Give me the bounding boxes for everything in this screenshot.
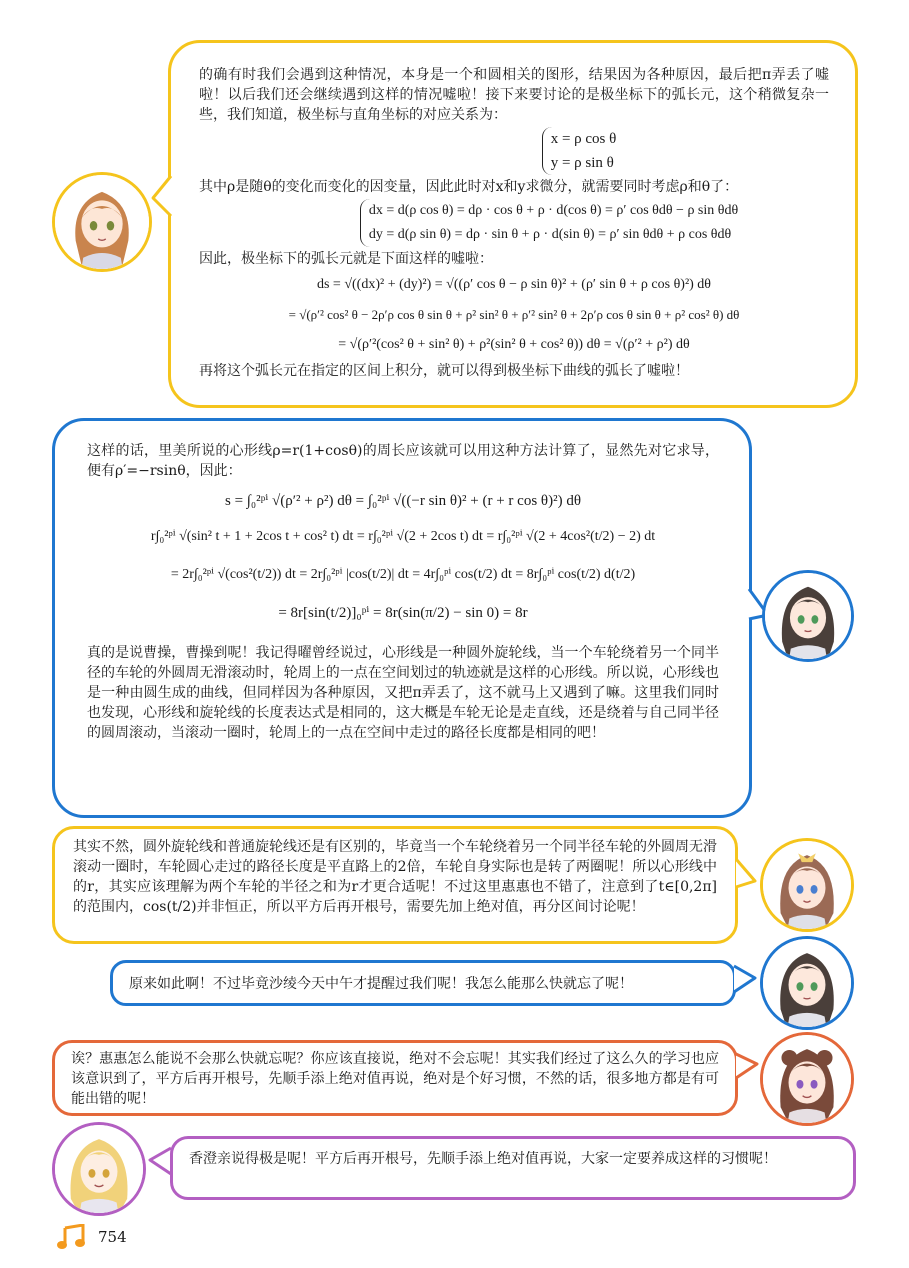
differential-system: [199, 199, 829, 247]
avatar-brown-hair-star-character: [760, 1032, 854, 1126]
bubble5-text: 诶？惠惠怎么能说不会那么快就忘呢？你应该直接说，绝对不会忘呢！其实我们经过了这么久的学习也应该意识到了，平方后再开根号，先顺手添上绝对值再说，绝对是个好习惯，不然的话，很多地方都是有可能出错的呢！: [71, 1051, 719, 1107]
music-note-icon: [56, 1224, 86, 1250]
cardioid-equation-2: r∫₀²ᵖⁱ √(sin² t + 1 + 2cos t + cos² t) dt = r∫₀²ᵖⁱ √(2 + 2cos t) dt = r∫₀²ᵖⁱ √(2 + 4cos²(t/2) − 2) dt: [150, 529, 656, 544]
bubble3-text: 其实不然，圆外旋轮线和普通旋轮线还是有区别的，毕竟当一个车轮绕着另一个同半径车轮的外圆周无滑滚动一圈时，车轮圆心走过的路径长度是平直路上的2倍，车轮自身实际也是转了两圈呢！所以心形线中的r，其实应该理解为两个车轮的半径之和为r才更合适呢！不过这里惠惠也不错了，注意到了t∈[0,2π]的范围内，cos(t/2)并非恒正，所以平方后再开根号，需要先加上绝对值，再分区间讨论呢！: [73, 839, 717, 915]
cardioid-equation-3: = 2r∫₀²ᵖⁱ √(cos²(t/2)) dt = 2r∫₀²ᵖⁱ |cos(t/2)| dt = 4r∫₀ᵖⁱ cos(t/2) dt = 8r∫₀ᵖⁱ cos(t/2) d(t/2): [170, 567, 636, 582]
bubble1-paragraph-1: 的确有时我们会遇到这种情况，本身是一个和圆相关的图形，结果因为各种原因，最后把π弄丢了嘘啦！以后我们还会继续遇到这样的情况嘘啦！接下来要讨论的是极坐标下的弧长元，这个稍微复杂一些，我们知道，极坐标与直角坐标的对应关系为：: [199, 67, 829, 123]
speech-bubble-4: [110, 960, 736, 1006]
speech-bubble-6: [170, 1136, 856, 1200]
avatar-brown-hair-ribbon-character: [760, 838, 854, 932]
polar-relation: [199, 127, 829, 175]
equation-x: x = ρ cos θ: [550, 131, 617, 147]
speech-bubble-3: [52, 826, 738, 944]
equation-dy: dy = d(ρ sin θ) = dρ · sin θ + ρ · d(sin θ) = ρ′ sin θdθ + ρ cos θdθ: [368, 227, 732, 242]
arc-element-line-3: = √(ρ′²(cos² θ + sin² θ) + ρ²(sin² θ + cos² θ)) dθ = √(ρ′² + ρ²) dθ: [338, 337, 690, 352]
bubble1-paragraph-4: 再将这个弧长元在指定的区间上积分，就可以得到极坐标下曲线的弧长了嘘啦！: [199, 363, 689, 379]
bubble2-paragraph-1: 这样的话，里美所说的心形线ρ=r(1+cosθ)的周长应该就可以用这种方法计算了，显然先对它求导，便有ρ′=−rsinθ，因此：: [87, 443, 719, 479]
bubble4-tail: [731, 962, 759, 998]
page-number: 754: [98, 1228, 127, 1246]
bubble2-paragraph-2: 真的是说曹操，曹操到呢！我记得曜曾经说过，心形线是一种圆外旋轮线，当一个车轮绕着另一个同半径的车轮的外圆周无滑滚动时，轮周上的一点在空间划过的轨迹就是这样的心形线。所以说，心形线也是一种由圆生成的曲线，但同样因为各种原因，又把π弄丢了，这不就马上又遇到了嘛。这里我们同时也发现，心形线和旋轮线的长度表达式是相同的，这大概是车轮无论是走直线，还是绕着与自己同半径的圆周滚动，当滚动一圈时，轮周上的一点在空间中走过的路径长度都是相同的吧！: [87, 645, 719, 741]
arc-element-line-1: ds = √((dx)² + (dy)²) = √((ρ′ cos θ − ρ sin θ)² + (ρ′ sin θ + ρ cos θ)²) dθ: [316, 277, 712, 292]
avatar-dark-hair-character-2: [760, 936, 854, 1030]
bubble6-text: 香澄亲说得极是呢！平方后再开根号，先顺手添上绝对值再说，大家一定要养成这样的习惯呢！: [189, 1151, 777, 1167]
speech-bubble-2: [52, 418, 752, 818]
bubble4-text: 原来如此啊！不过毕竟沙绫今天中午才提醒过我们呢！我怎么能那么快就忘了呢！: [129, 976, 633, 992]
equation-dx: dx = d(ρ cos θ) = dρ · cos θ + ρ · d(cos θ) = ρ′ cos θdθ − ρ sin θdθ: [368, 203, 739, 218]
bubble1-paragraph-2: 其中ρ是随θ的变化而变化的因变量，因此此时对x和y求微分，就需要同时考虑ρ和θ了：: [199, 179, 739, 195]
avatar-orange-hair-character: [52, 172, 152, 272]
cardioid-equation-4: = 8r[sin(t/2)]₀ᵖⁱ = 8r(sin(π/2) − sin 0) = 8r: [278, 605, 528, 621]
bubble5-tail: [733, 1050, 761, 1086]
bubble1-tail: [150, 172, 174, 222]
page-footer: [56, 1224, 127, 1250]
speech-bubble-5: [52, 1040, 738, 1116]
equation-y: y = ρ sin θ: [550, 155, 614, 171]
arc-element-line-2: = √(ρ′² cos² θ − 2ρ′ρ cos θ sin θ + ρ² sin² θ + ρ′² sin² θ + 2ρ′ρ cos θ sin θ + ρ² cos² θ) dθ: [288, 307, 740, 322]
bubble3-tail: [733, 855, 759, 895]
speech-bubble-1: [168, 40, 858, 408]
cardioid-equation-1: s = ∫₀²ᵖⁱ √(ρ′² + ρ²) dθ = ∫₀²ᵖⁱ √((−r sin θ)² + (r + r cos θ)²) dθ: [224, 493, 582, 509]
avatar-blonde-character: [52, 1122, 146, 1216]
bubble1-paragraph-3: 因此，极坐标下的弧长元就是下面这样的嘘啦：: [199, 251, 493, 267]
avatar-dark-hair-character: [762, 570, 854, 662]
